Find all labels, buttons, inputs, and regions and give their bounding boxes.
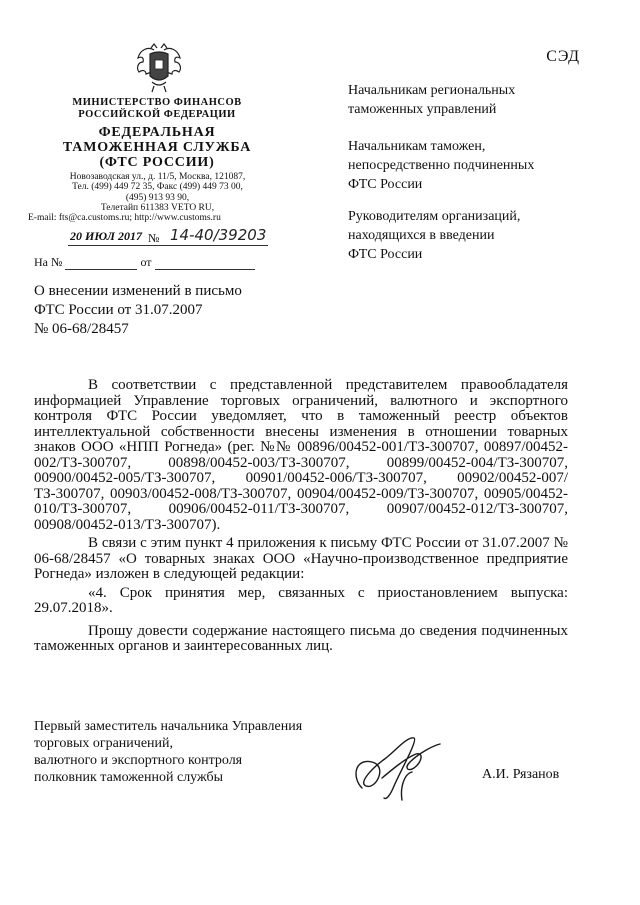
subject-line: ФТС России от 31.07.2007: [34, 302, 203, 318]
position-line: торговых ограничений,: [34, 736, 174, 751]
recipient-line: ФТС России: [348, 177, 423, 192]
reference-number-label: На №: [34, 255, 63, 269]
recipient-block: [348, 137, 588, 194]
reference-date-blank: [155, 257, 255, 270]
recipient-block: [348, 81, 588, 119]
registration-number-label: №: [148, 231, 160, 245]
registration-underline: [68, 245, 268, 246]
address-line: Телетайп 611383 VETO RU,: [100, 202, 215, 213]
signer-name: А.И. Рязанов: [482, 767, 560, 782]
service-line: ТАМОЖЕННАЯ СЛУЖБА: [62, 140, 252, 155]
reference-date-label: от: [140, 255, 152, 269]
address-line: Тел. (499) 449 72 35, Факс (499) 449 73 00,: [72, 182, 243, 193]
body-paragraph: В связи с этим пункт 4 приложения к письму ФТС России от 31.07.2007 № 06-68/28457 «О товарных знаках ООО «Научно-производственное предприятие Рогнеда» изложен в следующей редакции:: [34, 535, 568, 582]
service-name: [62, 125, 252, 170]
address-line: Новозаводская ул., д. 11/5, Москва, 121087,: [69, 172, 246, 182]
recipient-line: непосредственно подчиненных: [348, 158, 535, 173]
registration-number-handwritten: 14-40/39203: [170, 226, 267, 244]
signer-position: [34, 718, 354, 786]
body-paragraph: «4. Срок принятия мер, связанных с приостановлением выпуска: 29.07.2018».: [34, 584, 568, 616]
letter-subject: [34, 282, 294, 339]
subject-line: № 06-68/28457: [34, 321, 129, 337]
position-line: валютного и экспортного контроля: [34, 753, 243, 768]
handwritten-signature-icon: [342, 728, 452, 803]
reference-number-blank: [65, 257, 137, 270]
recipient-line: Начальникам региональных: [348, 83, 516, 98]
letter-body: [34, 378, 568, 655]
sender-email: E-mail: fts@ca.customs.ru; http://www.customs.ru: [28, 213, 221, 223]
body-paragraph: В соответствии с представленной представителем правообладателя информацией Управление торговых ограничений, валютного и экспортного контроля ФТС России уведомляет, что в таможенный реестр объектов интеллектуальной собственности внесены изменения в отношении товарных знаков ООО «НПП Рогнеда» (рег. №№ 00896/00452-001/ТЗ-300707, 00897/00452-002/ТЗ-300707, 00898/00452-003/ТЗ-300707, 00899/00452-004/ТЗ-300707, 00900/00452-005/ТЗ-300707, 00901/00452-006/ТЗ-300707, 00902/00452-007/ТЗ-300707, 00903/00452-008/ТЗ-300707, 00904/00452-009/ТЗ-300707, 00905/00452-010/ТЗ-300707, 00906/00452-011/ТЗ-300707, 00907/00452-012/ТЗ-300707, 00908/00452-013/ТЗ-300707).: [34, 377, 568, 533]
recipient-line: ФТС России: [348, 247, 423, 262]
position-line: полковник таможенной службы: [34, 770, 224, 785]
service-line: (ФТС РОССИИ): [99, 155, 215, 170]
recipient-line: Начальникам таможен,: [348, 139, 486, 154]
ministry-line: РОССИЙСКОЙ ФЕДЕРАЦИИ: [78, 109, 236, 120]
ministry-name: [62, 97, 252, 121]
registration-date-stamp: 20 ИЮЛ 2017: [70, 229, 142, 243]
address-line: (495) 913 93 90,: [125, 192, 190, 203]
service-line: ФЕДЕРАЛЬНАЯ: [98, 125, 216, 140]
reference-row: [34, 255, 269, 270]
sender-address: [50, 172, 265, 213]
subject-line: О внесении изменений в письмо: [34, 283, 242, 299]
position-line: Первый заместитель начальника Управления: [34, 719, 303, 734]
coat-of-arms-emblem-icon: [134, 42, 184, 94]
body-paragraph: Прошу довести содержание настоящего письма до сведения подчиненных таможенных органов и заинтересованных лиц.: [34, 622, 568, 654]
recipient-line: Руководителям организаций,: [348, 209, 521, 224]
recipient-block: [348, 207, 588, 264]
recipient-line: таможенных управлений: [348, 102, 497, 117]
sed-mark: СЭД: [546, 48, 580, 65]
ministry-line: МИНИСТЕРСТВО ФИНАНСОВ: [72, 97, 242, 108]
recipient-line: находящихся в введении: [348, 228, 495, 243]
